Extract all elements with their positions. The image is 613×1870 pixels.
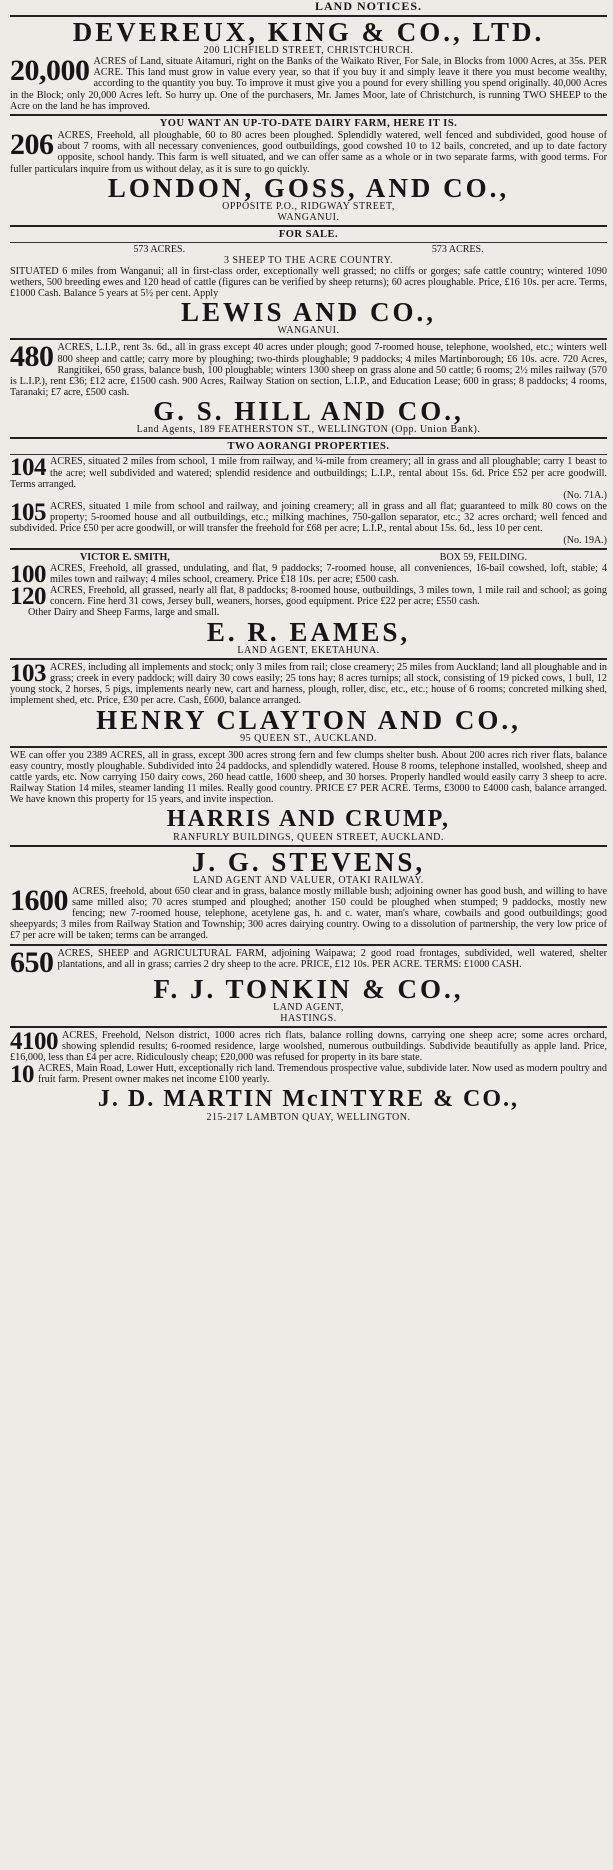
listing: [10, 456, 607, 490]
firm-name: LONDON, GOSS, AND CO.,: [107, 172, 510, 203]
divider: [10, 114, 607, 116]
listing: [10, 1027, 607, 1064]
firm-address: RANFURLY BUILDINGS, QUEEN STREET, AUCKLAND.: [173, 831, 444, 843]
listing-text: ACRES, Freehold, all grassed, nearly all flat, 8 paddocks; 8-roomed house, outbuildings, 3 miles town, 1 mile rail and school; as going concern. Fine herd 31 cows, Jersey bull, weaners, horses, good equipment. Price £22 per acre; £550 cash.: [50, 585, 607, 608]
firm-address: LAND AGENT AND VALUER, OTAKI RAILWAY.: [193, 874, 424, 886]
divider: [10, 746, 607, 748]
firm-name: G. S. HILL AND CO.,: [153, 396, 464, 427]
listing-number: (No. 71A.): [563, 490, 607, 502]
ad-headline: YOU WANT AN UP-TO-DATE DAIRY FARM, HERE IT IS.: [159, 118, 458, 130]
listing-text: ACRES, Freehold, all grassed, undulating, and flat, 9 paddocks; 7-roomed house, all conveniences, 16-bail cowshed, loft, stable; 4 miles town and railway; 4 miles school, creamery. Price £18 10s. per acre; £500 cash.: [50, 562, 607, 585]
firm-address: LAND AGENT,: [273, 1001, 344, 1013]
agent-box: BOX 59, FEILDING.: [439, 551, 527, 563]
firm-town: WANGANUI.: [277, 211, 340, 223]
listing-text: ACRES, L.I.P., rent 3s. 6d., all in grass except 40 acres under plough; good 7-roomed house, telephone, woolshed, etc.; winters well 800 sheep and cattle; carry more by ploughing; two-thirds ploughable; 9 paddocks; 4 miles Martinborough; £6 10s. acre. 720 Acres, Rangitikei, 650 grass, balance bush, 100 ploughable; winters 1300 sheep on grass alone and 50 cattle; 6 rooms; 2½ miles railway (570 is L.I.P.), rent £36; £12 acre, £1500 cash. 900 Acres, Railway Station on section, L.I.P., and Education Lease; 600 in grass; 8 paddocks; 4 rooms, Taranaki; £7 acre, £500 cash.: [10, 342, 607, 399]
listing: [10, 56, 607, 112]
listing: [10, 130, 607, 175]
other-farms: Other Dairy and Sheep Farms, large and small.: [28, 607, 220, 619]
divider: [10, 658, 607, 660]
listing: [10, 560, 607, 588]
listing: [10, 945, 607, 979]
firm-name: J. D. MARTIN McINTYRE & CO.,: [97, 1085, 520, 1112]
acreage: 480: [10, 340, 54, 374]
listing-text: ACRES, Freehold, all ploughable, 60 to 80 acres been ploughed. Splendidly watered, well fenced and subdivided, good house of about 7 rooms, with all necessary conveniences, good outbuildings, good cowshed 10 to 12 bails, concreted, and up to date factory opposite, school handy. This farm is well situated, and we can offer same as a whole or in two separate farms, with good terms. For fuller particulars inquire from us without delay, as it is sure to go quickly.: [10, 130, 607, 175]
agent-name: VICTOR E. SMITH,: [80, 551, 170, 563]
listing-number: (No. 19A.): [563, 534, 607, 546]
listing-text: ACRES, situated 1 mile from school and railway, and joining creamery; all in grass and all flat; guaranteed to milk 80 cows on the property; 5-roomed house and all outbuildings, etc.; milking machines, 750-gallon separator, etc.; 32 acres orchard; well fenced and subdivided. Price £50 per acre goodwill, or will transfer the freehold for £68 per acre; L.I.P., rental about 15s. 6d., less 10 per cent.: [10, 501, 607, 535]
ad-eames: [10, 552, 607, 656]
acreage: 206: [10, 128, 54, 162]
section-header: LAND NOTICES.: [314, 0, 423, 13]
divider: [10, 548, 607, 550]
acreage: 10: [10, 1061, 34, 1089]
firm-town: WANGANUI.: [277, 325, 340, 337]
listing: [10, 583, 607, 611]
divider: [10, 1026, 607, 1028]
ad-clayton: [10, 659, 607, 744]
listing-text: ACRES, including all implements and stock; only 3 miles from rail; close creamery; 25 miles from Auckland; land all ploughable and in grass; creek in every paddock; will dairy 30 cows easily; 25 tons hay; 8 acres turnips; all stock, consisting of 19 picked cows, 1 bull, 12 young stock, 2 horses, 5 pigs, implements nearly new, cart and harness, plough, roller, disc, etc., etc.; house of 6 rooms; concreted milking shed, implement shed, etc. Price, £30 per acre. Cash, £600, balance arranged.: [10, 661, 607, 707]
listing-text: WE can offer you 2389 ACRES, all in grass, except 300 acres strong fern and few clumps shelter bush. About 200 acres rich river flats, balance easy country, mostly ploughable. Subdivided into 24 paddocks, and splendidly watered. House 8 rooms, telephone installed, woolshed, sheep and cattle yards, etc. Now carrying 150 dairy cows, 260 head cattle, 1600 sheep, and 30 horses. Properly handled would easily carry 3 sheep to acre. Railway Station 14 miles, steamer landing 11 miles. Really good country. PRICE £7 PER ACRE. Terms, £3000 to £4000 cash, balance arranged. We have known this property for 15 years, and invite inspection.: [10, 749, 607, 806]
ad-london-goss: [10, 118, 607, 223]
acreage-row: [10, 244, 607, 255]
divider: [10, 338, 607, 340]
divider: [10, 437, 607, 439]
ad-harris-crump: [10, 750, 607, 843]
firm-name: DEVEREUX, KING & CO., LTD.: [72, 17, 545, 47]
firm-name: LEWIS AND CO.,: [180, 297, 437, 328]
firm-name: E. R. EAMES,: [206, 616, 411, 647]
acreage: 650: [10, 945, 54, 979]
acreage-right: 573 ACRES.: [431, 243, 484, 255]
ad-devereux: [10, 19, 607, 112]
listing-text: ACRES of Land, situate Aitamuri, right on the Banks of the Waikato River, For Sale, in Blocks from 1000 Acres, at 35s. PER ACRE. This land must grow in value every year, so that if you buy it and simply leave it there you must become wealthy, according to the quantity you buy. To improve it must give you a pound for every shilling you spend originally. 40,000 Acres in the Block; only 20,000 Acres left. So hurry up. One of the purchasers, Mr. James Moor, late of Christchurch, is running TWO SHEEP to the Acre on the land he has improved.: [10, 56, 607, 112]
firm-name: HENRY CLAYTON AND CO.,: [96, 704, 521, 735]
acreage: 120: [10, 583, 46, 611]
divider: [10, 944, 607, 946]
firm-address: LAND AGENT, EKETAHUNA.: [237, 644, 380, 656]
acreage: 4100: [10, 1027, 58, 1055]
listing-text: ACRES, SHEEP and AGRICULTURAL FARM, adjoining Waipawa; 2 good road frontages, subdivided, well watered, shelter plantations, and all in grass; carries 2 dry sheep to the acre. PRICE, £12 10s. PER ACRE. TERMS: £1000 CASH.: [57, 947, 607, 970]
listing: [10, 342, 607, 398]
firm-name: J. G. STEVENS,: [191, 846, 426, 877]
listing-text: ACRES, Main Road, Lower Hutt, exceptionally rich land. Tremendous prospective value, subdivide later. Now used as modern poultry and fruit farm. Present owner makes net income £100 yearly.: [38, 1063, 607, 1086]
divider: [10, 225, 607, 227]
listing: [10, 501, 607, 535]
acreage: 105: [10, 499, 46, 527]
ad-lewis: [10, 229, 607, 337]
firm-address: OPPOSITE P.O., RIDGWAY STREET,: [222, 200, 395, 212]
ad-aorangi: [10, 441, 607, 545]
acreage: 20,000: [10, 54, 90, 87]
firm-address: 200 LICHFIELD STREET, CHRISTCHURCH.: [203, 45, 414, 56]
listing: [10, 1061, 607, 1089]
acreage: 104: [10, 454, 46, 482]
firm-town: HASTINGS.: [280, 1012, 337, 1024]
firm-address: 215-217 LAMBTON QUAY, WELLINGTON.: [206, 1111, 411, 1123]
acreage: 100: [10, 560, 46, 588]
firm-address: 95 QUEEN ST., AUCKLAND.: [240, 732, 377, 744]
firm-address: Land Agents, 189 FEATHERSTON ST., WELLINGTON (Opp. Union Bank).: [136, 424, 481, 436]
divider: [10, 242, 607, 243]
ad-headline: TWO AORANGI PROPERTIES.: [227, 441, 390, 453]
ad-stevens: [10, 846, 607, 942]
acreage: 1600: [10, 883, 68, 917]
ad-martin-mcintyre: [10, 1027, 607, 1123]
listing-text: ACRES, Freehold, Nelson district, 1000 acres rich flats, balance rolling downs, carrying one sheep acre; some acres orchard, showing splendid results; 6-roomed residence, large woolshed, numerous outbuildings. Subdivide beautifully as apple land. Price, £16,000, less than £4 per acre. Ridiculously cheap; £20,000 was refused for property in its bare state.: [10, 1029, 607, 1063]
acreage: 103: [10, 659, 46, 687]
acreage-left: 573 ACRES.: [133, 243, 186, 255]
ad-tonkin: [10, 945, 607, 1024]
listing: [10, 659, 607, 707]
listing-text: SITUATED 6 miles from Wanganui; all in first-class order, exceptionally well grassed; no cliffs or gorges; safe cattle country; wintered 1090 wethers, 500 breeding ewes and 120 head of cattle (figures can be verified by sheep returns); 60 acres ploughable. Price, £16 10s. per acre. Terms, £1000 Cash. Balance 5 years at 5½ per cent. Apply: [10, 265, 607, 300]
listing: [10, 883, 607, 942]
ad-hill: [10, 342, 607, 435]
for-sale-heading: FOR SALE.: [278, 228, 339, 240]
ad-subhead: 3 SHEEP TO THE ACRE COUNTRY.: [223, 254, 394, 266]
listing-text: ACRES, freehold, about 650 clear and in grass, balance mostly millable bush; adjoining owner has good bush, and willing to have same milled also; 70 acres stumped and ploughed; another 150 could be ploughed when stumped; 9 paddocks, mostly new fencing; new 7-roomed house, telephone, acetylene gas, h. and c. water, man's whare, cowbails and good outbuildings; good sheepyards; 3 miles from Railway Station and Township; 300 acres dairying country. Owing to a dissolution of partnership, the very low price of £7 per acre will be taken; terms can be arranged.: [10, 885, 607, 942]
firm-name: F. J. TONKIN & CO.,: [153, 973, 464, 1004]
agent-row: [10, 552, 607, 563]
listing-text: ACRES, situated 2 miles from school, 1 mile from railway, and ¼-mile from creamery; all in grass and all ploughable; carry 1 beast to the acre; well subdivided and watered; splendid residence and outbuildings; L.I.P., rental about 15s. 6d. Price £52 per acre goodwill. Terms arranged.: [10, 456, 607, 490]
firm-name: HARRIS AND CRUMP,: [166, 805, 451, 832]
